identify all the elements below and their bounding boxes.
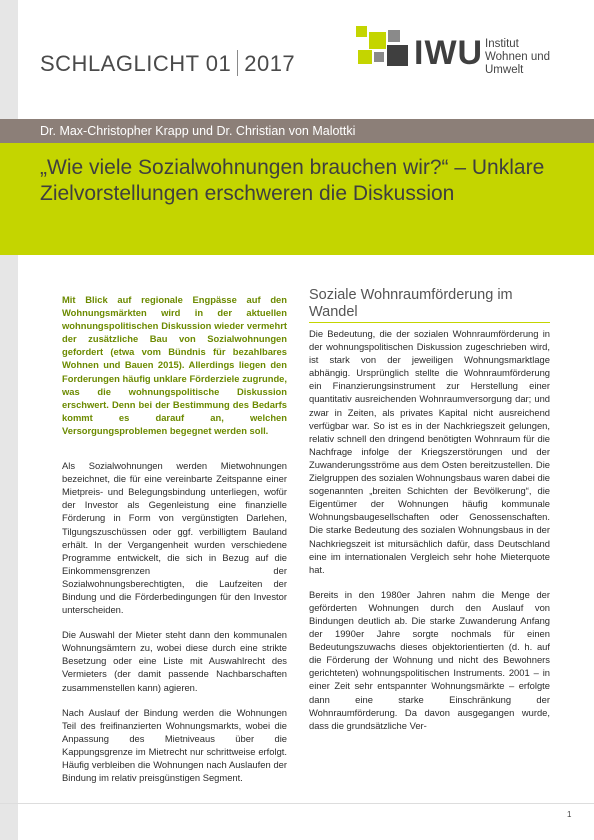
lead-paragraph: Mit Blick auf regionale Engpässe auf den Wohnungsmärkten wird in der aktuellen wohnungspolitischen Diskussion wieder vermehrt der zusätzliche Bau von Sozialwohnungen gefordert (etwa vom Bündnis für bezahlbares Wohnen und Bauen 2015). Allerdings liegen den Forderungen häufig unklare Förderziele zugrunde, was die wohnungspolitische Diskussion erschwert. Denn bei der Bestimmung des Bedarfs kommt es darauf an, welchen Versorgungsproblemen begegnet werden soll.	[62, 294, 287, 436]
body-paragraph: Die Bedeutung, die der sozialen Wohnraumförderung in der wohnungspolitischen Diskussion zugeschrieben wird, ist stark von der jeweiligen Wohnungsmarktlage abhängig. Ursprünglich stellte die Wohnraumförderung ein Finanzierungsinstrument zur Herstellung einer quantitativ ausreichenden Wohnraumversorgung dar; und zwar in Zeiten, als privates Kapital nicht ausreichend verfügbar war. So ist es in der Nachkriegszeit gelungen, relativ schnell den dringend benötigten Wohnraum für die Nachfrage infolge der Kriegszerstörungen und der Zuwanderungsströme aus dem Osten bereitzustellen. Die Zielgruppen des sozialen Wohnungsbaus waren dabei die sogenannten „breiten Schichten der Bevölkerung“, die Eigentümer der Wohnungen häufig kommunale Wohnungsbaugesellschaften oder Genossenschaften. Die starke Bedeutung des sozialen Wohnungsbaus in der Nachkriegszeit ist mitursächlich dafür, dass Deutschland eine im internationalen Vergleich sehr hohe Mieterquote hat.	[309, 328, 550, 575]
logo-tagline-line: Institut	[485, 38, 519, 50]
logo-tagline-line: Umwelt	[485, 64, 524, 76]
footer-rule	[0, 803, 594, 804]
right-column	[309, 327, 550, 744]
series-label	[40, 50, 295, 77]
section-heading: Soziale Wohnraumförderung im Wandel	[309, 287, 513, 320]
body-paragraph: Als Sozialwohnungen werden Mietwohnungen bezeichnet, die für eine vereinbarte Zeitspanne einer Mietpreis- und Belegungsbindung unterliegen, wofür der Investor als Gegenleistung eine finanzielle Förderung in Form von vergünstigten Darlehen, Tilgungszuschüssen oder ggf. verbilligtem Bauland erhält. In der Vergangenheit wurden verschiedene Programme entwickelt, die sich in Bezug auf die Einkommensgrenzen der Sozialwohnungsberechtigten, die Laufzeiten der Bindung und die Förderbedingungen für den Investor unterscheiden.	[62, 460, 287, 616]
logo-squares-icon	[352, 26, 410, 76]
series-year: 2017	[244, 51, 296, 76]
body-paragraph: Nach Auslauf der Bindung werden die Wohnungen Teil des freifinanzierten Wohnungsmarkts, wobei die Anpassung des Mietniveaus über die Kappungsgrenze im Mietrecht nur schrittweise erfolgt. Häufig verbleiben die Wohnungen nach Auslaufen der Bindung im relativ preisgünstigen Segment.	[62, 706, 287, 784]
logo-tagline	[485, 38, 550, 77]
section-heading-rule	[309, 322, 550, 323]
document-title: „Wie viele Sozialwohnungen brauchen wir?“ – Unklare Zielvorstellungen erschweren die Diskussion	[40, 156, 545, 205]
iwu-logo	[352, 26, 572, 76]
series-name: SCHLAGLICHT 01	[40, 51, 232, 76]
authors-bar	[0, 119, 594, 143]
logo-wordmark: IWU	[414, 34, 484, 72]
body-paragraph: Bereits in den 1980er Jahren nahm die Menge der geförderten Wohnungen durch den Auslauf von Bindungen deutlich ab. Die starke Zuwanderung Anfang der 1990er Jahre sorgte nochmals für einen Bedeutungszuwachs dieses objektorientierten (d. h. auf die Förderung der Wohnung und nicht des Bewohners gerichteten) wohnungspolitischen Instruments. 2001 – in einer Zeit sehr entspannter Wohnungsmärkte – erfolgte dann eine starke Einschränkung der Wohnraumförderung. Da davon ausgegangen wurde, dass die grundsätzliche Ver-	[309, 588, 550, 731]
page-number: 1	[567, 810, 572, 819]
logo-tagline-line: Wohnen und	[485, 51, 551, 63]
series-divider	[237, 50, 238, 76]
body-paragraph: Die Auswahl der Mieter steht dann den kommunalen Wohnungsämtern zu, wobei diese durch eine strikte Besetzung oder eine Liste mit Auswahlrecht des Vermieters (der damit passende Nachbarschaften zusammenstellen kann) agieren.	[62, 629, 287, 693]
left-column	[62, 293, 287, 796]
authors-text: Dr. Max-Christopher Krapp und Dr. Christian von Malottki	[40, 124, 356, 138]
title-band	[0, 143, 594, 255]
